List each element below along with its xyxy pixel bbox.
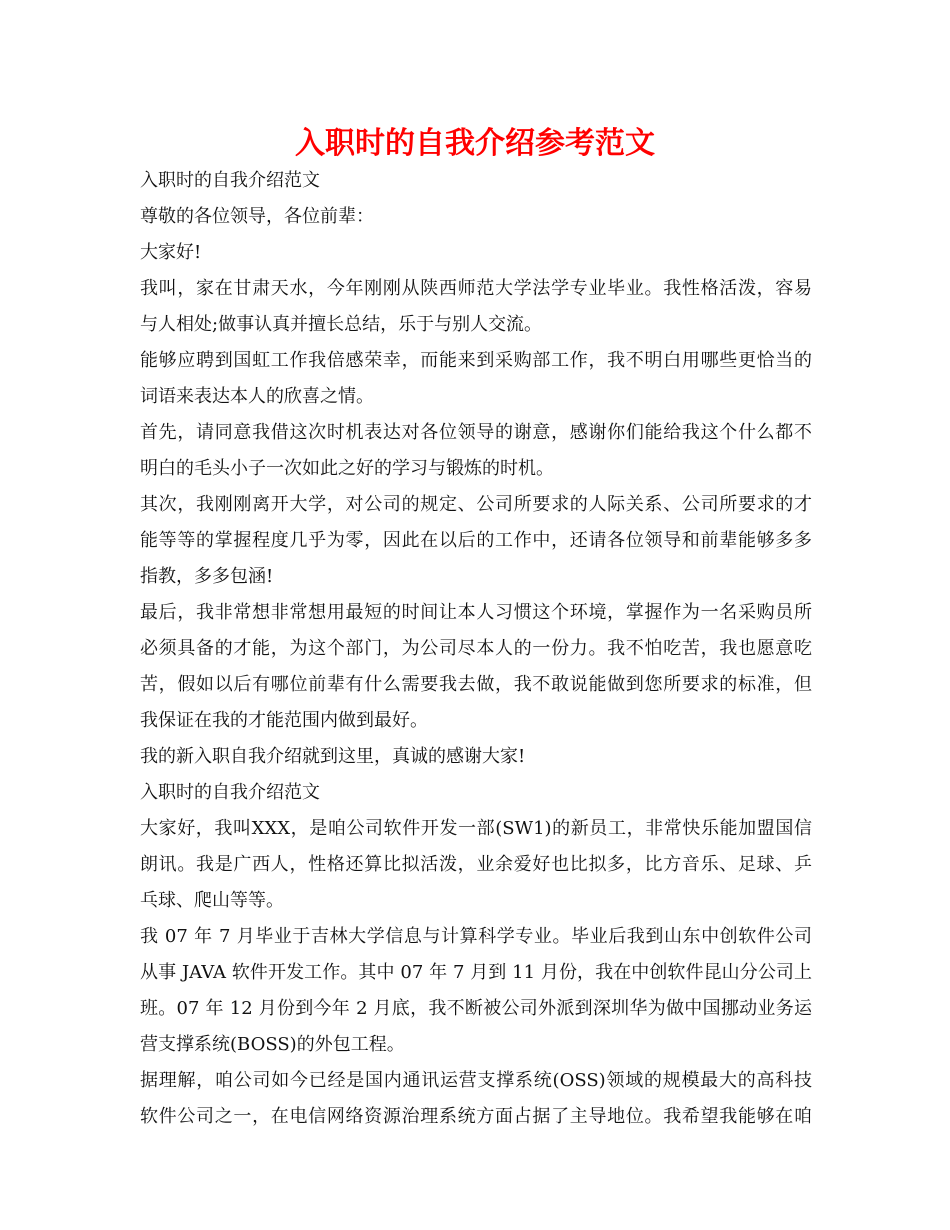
text-line: 苦，假如以后有哪位前辈有什么需要我去做，我不敢说能做到您所要求的标准，但: [140, 674, 812, 695]
text-line: 必须具备的才能，为这个部门，为公司尽本人的一份力。我不怕吃苦，我也愿意吃: [140, 638, 812, 659]
text-line: 朗讯。我是广西人，性格还算比拟活泼，业余爱好也比拟多，比方音乐、足球、乒: [140, 854, 812, 875]
text-line: 从事 JAVA 软件开发工作。其中 07 年 7 月到 11 月份，我在中创软件昆山分公司上: [140, 962, 812, 983]
text-line: 最后，我非常想非常想用最短的时间让本人习惯这个环境，掌握作为一名采购员所: [140, 602, 812, 623]
text-line: 首先，请同意我借这次时机表达对各位领导的谢意，感谢你们能给我这个什么都不: [140, 422, 812, 443]
text-line: 入职时的自我介绍范文: [140, 782, 320, 803]
text-line: 我保证在我的才能范围内做到最好。: [140, 710, 428, 731]
document-title: 入职时的自我介绍参考范文: [295, 126, 655, 161]
text-line: 我的新入职自我介绍就到这里，真诚的感谢大家!: [140, 746, 526, 767]
text-line: 尊敬的各位领导，各位前辈：: [140, 206, 374, 227]
text-line: 软件公司之一，在电信网络资源治理系统方面占据了主导地位。我希望我能够在咱: [140, 1106, 812, 1127]
text-line: 词语来表达本人的欣喜之情。: [140, 386, 374, 407]
text-line: 我 07 年 7 月毕业于吉林大学信息与计算科学专业。毕业后我到山东中创软件公司: [140, 926, 812, 947]
text-line: 其次，我刚刚离开大学，对公司的规定、公司所要求的人际关系、公司所要求的才: [140, 494, 812, 515]
text-line: 与人相处;做事认真并擅长总结，乐于与别人交流。: [140, 314, 543, 335]
text-line: 大家好，我叫XXX，是咱公司软件开发一部(SW1)的新员工，非常快乐能加盟国信: [140, 818, 812, 839]
text-line: 据理解，咱公司如今已经是国内通讯运营支撑系统(OSS)领域的规模最大的高科技: [140, 1070, 812, 1091]
text-line: 乓球、爬山等等。: [140, 890, 284, 911]
document-body: [140, 163, 812, 1135]
text-line: 营支撑系统(BOSS)的外包工程。: [140, 1034, 405, 1055]
text-line: 能等等的掌握程度几乎为零，因此在以后的工作中，还请各位领导和前辈能够多多: [140, 530, 812, 551]
text-line: 指教，多多包涵!: [140, 566, 274, 587]
text-line: 入职时的自我介绍范文: [140, 170, 320, 191]
text-line: 班。07 年 12 月份到今年 2 月底，我不断被公司外派到深圳华为做中国挪动业务运: [140, 998, 812, 1019]
text-line: 明白的毛头小子一次如此之好的学习与锻炼的时机。: [140, 458, 554, 479]
text-line: 能够应聘到国虹工作我倍感荣幸，而能来到采购部工作，我不明白用哪些更恰当的: [140, 350, 812, 371]
text-line: 大家好!: [140, 242, 202, 263]
text-line: 我叫，家在甘肃天水，今年刚刚从陕西师范大学法学专业毕业。我性格活泼，容易: [140, 278, 812, 299]
